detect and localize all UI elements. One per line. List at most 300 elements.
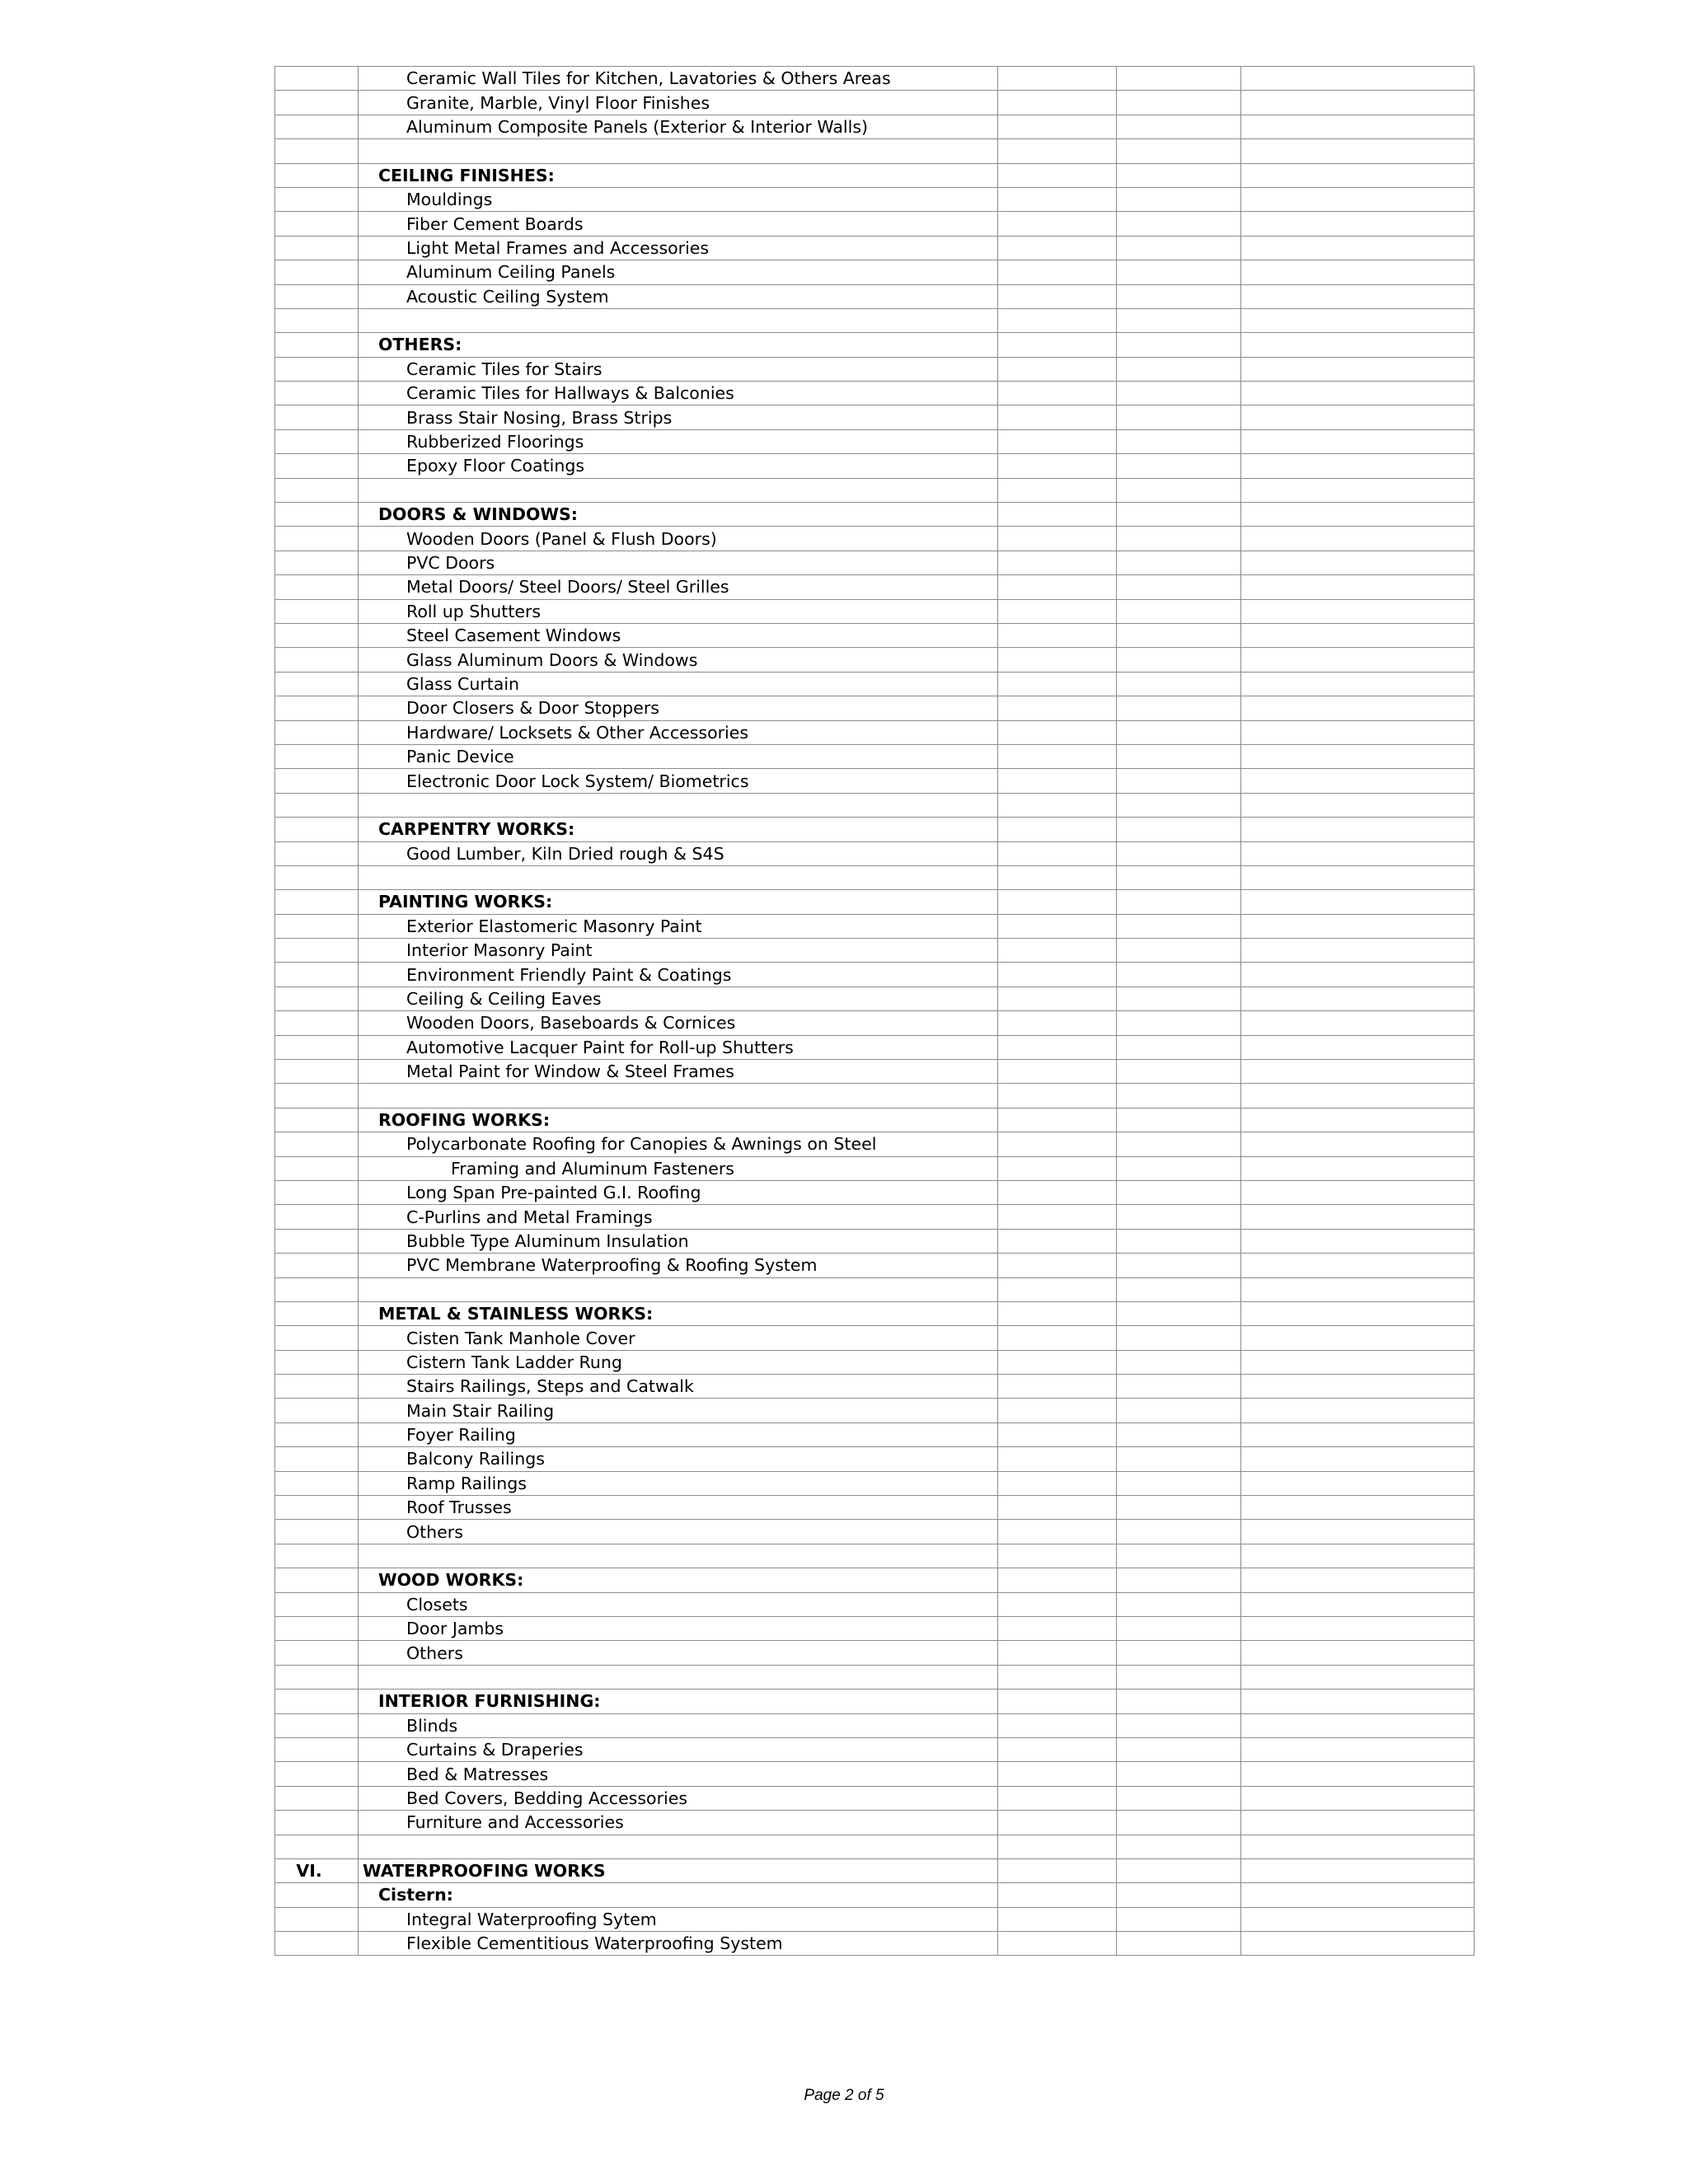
col-4-cell — [1117, 527, 1241, 551]
col-4-cell — [1117, 1205, 1241, 1229]
col-5-cell — [1241, 890, 1475, 914]
col-5-cell — [1241, 1690, 1475, 1713]
col-4-cell — [1117, 1375, 1241, 1399]
description-cell — [359, 1544, 998, 1568]
item-number-cell — [275, 551, 359, 574]
item-number-cell — [275, 429, 359, 453]
col-4-cell — [1117, 1641, 1241, 1665]
col-5-cell — [1241, 963, 1475, 987]
description-cell — [359, 865, 998, 889]
description-cell: Blinds — [359, 1713, 998, 1737]
table-row — [275, 1084, 1475, 1108]
description-cell: Polycarbonate Roofing for Canopies & Awnings on Steel — [359, 1132, 998, 1156]
col-3-cell — [998, 648, 1117, 672]
table-row — [275, 818, 1475, 841]
item-number-cell — [275, 1035, 359, 1059]
item-number-cell — [275, 1471, 359, 1495]
item-number-cell: VI. — [275, 1858, 359, 1882]
description-cell: Bed Covers, Bedding Accessories — [359, 1786, 998, 1810]
col-3-cell — [998, 1108, 1117, 1132]
description-cell: Ramp Railings — [359, 1471, 998, 1495]
description-cell: Steel Casement Windows — [359, 623, 998, 647]
description-cell: Framing and Aluminum Fasteners — [359, 1156, 998, 1180]
col-3-cell — [998, 1375, 1117, 1399]
table-row — [275, 1447, 1475, 1471]
item-number-cell — [275, 1132, 359, 1156]
col-4-cell — [1117, 1592, 1241, 1616]
col-5-cell — [1241, 260, 1475, 284]
description-cell: Metal Paint for Window & Steel Frames — [359, 1060, 998, 1084]
description-cell: Brass Stair Nosing, Brass Strips — [359, 405, 998, 429]
item-number-cell — [275, 1835, 359, 1858]
col-5-cell — [1241, 1447, 1475, 1471]
item-number-cell — [275, 1108, 359, 1132]
col-5-cell — [1241, 1568, 1475, 1592]
col-5-cell — [1241, 1713, 1475, 1737]
description-cell: Glass Curtain — [359, 672, 998, 696]
col-5-cell — [1241, 1375, 1475, 1399]
item-number-cell — [275, 1011, 359, 1035]
table-row — [275, 1690, 1475, 1713]
description-cell: Bubble Type Aluminum Insulation — [359, 1229, 998, 1253]
col-4-cell — [1117, 308, 1241, 332]
col-3-cell — [998, 1156, 1117, 1180]
table-row — [275, 1180, 1475, 1204]
description-cell: Light Metal Frames and Accessories — [359, 236, 998, 260]
col-3-cell — [998, 769, 1117, 793]
description-cell — [359, 139, 998, 163]
table-row — [275, 1011, 1475, 1035]
col-3-cell — [998, 115, 1117, 138]
col-5-cell — [1241, 1350, 1475, 1374]
col-5-cell — [1241, 575, 1475, 599]
item-number-cell — [275, 1568, 359, 1592]
col-5-cell — [1241, 1641, 1475, 1665]
col-4-cell — [1117, 1180, 1241, 1204]
col-3-cell — [998, 1544, 1117, 1568]
col-4-cell — [1117, 963, 1241, 987]
description-cell: Furniture and Accessories — [359, 1811, 998, 1835]
col-4-cell — [1117, 1035, 1241, 1059]
col-4-cell — [1117, 503, 1241, 527]
col-5-cell — [1241, 212, 1475, 236]
col-3-cell — [998, 139, 1117, 163]
col-5-cell — [1241, 987, 1475, 1010]
col-4-cell — [1117, 91, 1241, 115]
col-3-cell — [998, 308, 1117, 332]
col-4-cell — [1117, 744, 1241, 768]
item-number-cell — [275, 115, 359, 138]
col-5-cell — [1241, 939, 1475, 963]
table-row — [275, 333, 1475, 357]
table-row — [275, 987, 1475, 1010]
description-cell: Long Span Pre-painted G.I. Roofing — [359, 1180, 998, 1204]
col-3-cell — [998, 1496, 1117, 1520]
col-3-cell — [998, 1326, 1117, 1350]
col-3-cell — [998, 236, 1117, 260]
table-row — [275, 382, 1475, 405]
col-3-cell — [998, 382, 1117, 405]
table-row — [275, 599, 1475, 623]
description-cell — [359, 1084, 998, 1108]
col-5-cell — [1241, 1301, 1475, 1325]
col-5-cell — [1241, 1277, 1475, 1301]
item-number-cell — [275, 1713, 359, 1737]
table-row — [275, 308, 1475, 332]
col-4-cell — [1117, 1786, 1241, 1810]
table-row — [275, 115, 1475, 138]
description-cell: Bed & Matresses — [359, 1762, 998, 1786]
section-heading-cell: DOORS & WINDOWS: — [359, 503, 998, 527]
col-4-cell — [1117, 1520, 1241, 1544]
col-3-cell — [998, 187, 1117, 211]
description-cell — [359, 308, 998, 332]
item-number-cell — [275, 478, 359, 502]
col-4-cell — [1117, 623, 1241, 647]
col-4-cell — [1117, 67, 1241, 91]
item-number-cell — [275, 1786, 359, 1810]
description-cell: Environment Friendly Paint & Coatings — [359, 963, 998, 987]
item-number-cell — [275, 865, 359, 889]
col-4-cell — [1117, 1326, 1241, 1350]
item-number-cell — [275, 696, 359, 720]
col-5-cell — [1241, 1786, 1475, 1810]
col-5-cell — [1241, 1471, 1475, 1495]
col-3-cell — [998, 818, 1117, 841]
col-3-cell — [998, 939, 1117, 963]
item-number-cell — [275, 284, 359, 308]
col-4-cell — [1117, 1277, 1241, 1301]
col-4-cell — [1117, 720, 1241, 744]
col-3-cell — [998, 793, 1117, 817]
table-row — [275, 139, 1475, 163]
col-3-cell — [998, 890, 1117, 914]
table-row — [275, 478, 1475, 502]
section-heading-cell: PAINTING WORKS: — [359, 890, 998, 914]
col-3-cell — [998, 1811, 1117, 1835]
col-3-cell — [998, 672, 1117, 696]
item-number-cell — [275, 575, 359, 599]
col-3-cell — [998, 1907, 1117, 1931]
item-number-cell — [275, 1060, 359, 1084]
col-5-cell — [1241, 914, 1475, 938]
item-number-cell — [275, 1205, 359, 1229]
col-5-cell — [1241, 284, 1475, 308]
item-number-cell — [275, 357, 359, 381]
table-row — [275, 1835, 1475, 1858]
col-3-cell — [998, 744, 1117, 768]
table-row — [275, 1907, 1475, 1931]
description-cell: Hardware/ Locksets & Other Accessories — [359, 720, 998, 744]
description-cell: Exterior Elastomeric Masonry Paint — [359, 914, 998, 938]
col-3-cell — [998, 1520, 1117, 1544]
item-number-cell — [275, 1447, 359, 1471]
item-number-cell — [275, 187, 359, 211]
col-4-cell — [1117, 260, 1241, 284]
col-5-cell — [1241, 1326, 1475, 1350]
col-3-cell — [998, 1399, 1117, 1422]
col-5-cell — [1241, 696, 1475, 720]
item-number-cell — [275, 1326, 359, 1350]
description-cell: Granite, Marble, Vinyl Floor Finishes — [359, 91, 998, 115]
col-3-cell — [998, 914, 1117, 938]
col-3-cell — [998, 1592, 1117, 1616]
item-number-cell — [275, 236, 359, 260]
col-4-cell — [1117, 1108, 1241, 1132]
col-5-cell — [1241, 623, 1475, 647]
col-4-cell — [1117, 163, 1241, 187]
col-5-cell — [1241, 1035, 1475, 1059]
section-heading-cell: METAL & STAINLESS WORKS: — [359, 1301, 998, 1325]
item-number-cell — [275, 260, 359, 284]
item-number-cell — [275, 503, 359, 527]
item-number-cell — [275, 1762, 359, 1786]
col-4-cell — [1117, 284, 1241, 308]
item-number-cell — [275, 987, 359, 1010]
table-row — [275, 1375, 1475, 1399]
table-row — [275, 1035, 1475, 1059]
col-5-cell — [1241, 1180, 1475, 1204]
description-cell — [359, 1277, 998, 1301]
table-row — [275, 744, 1475, 768]
col-3-cell — [998, 1665, 1117, 1689]
col-4-cell — [1117, 1254, 1241, 1277]
col-5-cell — [1241, 1229, 1475, 1253]
item-number-cell — [275, 744, 359, 768]
col-5-cell — [1241, 865, 1475, 889]
col-3-cell — [998, 599, 1117, 623]
col-4-cell — [1117, 890, 1241, 914]
item-number-cell — [275, 1084, 359, 1108]
item-number-cell — [275, 1399, 359, 1422]
col-3-cell — [998, 841, 1117, 865]
item-number-cell — [275, 333, 359, 357]
item-number-cell — [275, 1156, 359, 1180]
description-cell: Closets — [359, 1592, 998, 1616]
table-row — [275, 1132, 1475, 1156]
description-cell: Others — [359, 1520, 998, 1544]
section-heading-cell: WATERPROOFING WORKS — [359, 1858, 998, 1882]
section-heading-cell: Cistern: — [359, 1883, 998, 1907]
col-3-cell — [998, 454, 1117, 478]
col-3-cell — [998, 1762, 1117, 1786]
item-number-cell — [275, 769, 359, 793]
description-cell: Roof Trusses — [359, 1496, 998, 1520]
table-row — [275, 623, 1475, 647]
col-4-cell — [1117, 914, 1241, 938]
description-cell: Automotive Lacquer Paint for Roll-up Shutters — [359, 1035, 998, 1059]
table-row — [275, 1617, 1475, 1641]
table-row — [275, 1592, 1475, 1616]
col-5-cell — [1241, 139, 1475, 163]
col-3-cell — [998, 1568, 1117, 1592]
col-3-cell — [998, 357, 1117, 381]
description-cell: Curtains & Draperies — [359, 1737, 998, 1761]
item-number-cell — [275, 91, 359, 115]
col-3-cell — [998, 1035, 1117, 1059]
col-5-cell — [1241, 308, 1475, 332]
item-number-cell — [275, 1907, 359, 1931]
table-row — [275, 1641, 1475, 1665]
col-3-cell — [998, 1350, 1117, 1374]
col-3-cell — [998, 333, 1117, 357]
description-cell: Foyer Railing — [359, 1422, 998, 1446]
section-heading-cell: ROOFING WORKS: — [359, 1108, 998, 1132]
item-number-cell — [275, 1350, 359, 1374]
col-3-cell — [998, 551, 1117, 574]
col-4-cell — [1117, 672, 1241, 696]
col-5-cell — [1241, 1205, 1475, 1229]
table-row — [275, 1399, 1475, 1422]
item-number-cell — [275, 914, 359, 938]
col-5-cell — [1241, 454, 1475, 478]
page-number: Page 2 of 5 — [804, 2087, 884, 2104]
col-5-cell — [1241, 1762, 1475, 1786]
col-4-cell — [1117, 1060, 1241, 1084]
col-5-cell — [1241, 91, 1475, 115]
col-5-cell — [1241, 187, 1475, 211]
table-row — [275, 1060, 1475, 1084]
col-3-cell — [998, 696, 1117, 720]
description-cell: Aluminum Composite Panels (Exterior & Interior Walls) — [359, 115, 998, 138]
table-row — [275, 963, 1475, 987]
description-cell: Integral Waterproofing Sytem — [359, 1907, 998, 1931]
col-5-cell — [1241, 672, 1475, 696]
item-number-cell — [275, 1690, 359, 1713]
col-5-cell — [1241, 793, 1475, 817]
item-number-cell — [275, 720, 359, 744]
description-cell: Ceiling & Ceiling Eaves — [359, 987, 998, 1010]
description-cell: Ceramic Wall Tiles for Kitchen, Lavatories & Others Areas — [359, 67, 998, 91]
col-5-cell — [1241, 1665, 1475, 1689]
col-5-cell — [1241, 1108, 1475, 1132]
col-3-cell — [998, 1447, 1117, 1471]
table-row — [275, 1326, 1475, 1350]
col-3-cell — [998, 91, 1117, 115]
col-3-cell — [998, 1229, 1117, 1253]
col-4-cell — [1117, 139, 1241, 163]
table-body — [275, 67, 1475, 1956]
col-5-cell — [1241, 648, 1475, 672]
col-5-cell — [1241, 1011, 1475, 1035]
col-4-cell — [1117, 551, 1241, 574]
col-5-cell — [1241, 1883, 1475, 1907]
description-cell — [359, 1835, 998, 1858]
table-row — [275, 1713, 1475, 1737]
table-row — [275, 551, 1475, 574]
description-cell: Epoxy Floor Coatings — [359, 454, 998, 478]
item-number-cell — [275, 527, 359, 551]
col-5-cell — [1241, 1422, 1475, 1446]
section-heading-cell: INTERIOR FURNISHING: — [359, 1690, 998, 1713]
col-5-cell — [1241, 1811, 1475, 1835]
item-number-cell — [275, 1665, 359, 1689]
col-3-cell — [998, 1180, 1117, 1204]
col-3-cell — [998, 1835, 1117, 1858]
col-4-cell — [1117, 382, 1241, 405]
col-4-cell — [1117, 1907, 1241, 1931]
col-3-cell — [998, 963, 1117, 987]
col-3-cell — [998, 1301, 1117, 1325]
item-number-cell — [275, 599, 359, 623]
description-cell: Glass Aluminum Doors & Windows — [359, 648, 998, 672]
section-heading-cell: WOOD WORKS: — [359, 1568, 998, 1592]
description-cell: Wooden Doors, Baseboards & Cornices — [359, 1011, 998, 1035]
col-3-cell — [998, 1858, 1117, 1882]
col-4-cell — [1117, 841, 1241, 865]
col-4-cell — [1117, 1713, 1241, 1737]
description-cell: Door Closers & Door Stoppers — [359, 696, 998, 720]
col-5-cell — [1241, 818, 1475, 841]
item-number-cell — [275, 308, 359, 332]
item-number-cell — [275, 454, 359, 478]
table-row — [275, 1108, 1475, 1132]
table-row — [275, 672, 1475, 696]
table-row — [275, 67, 1475, 91]
item-number-cell — [275, 1811, 359, 1835]
item-number-cell — [275, 1496, 359, 1520]
col-4-cell — [1117, 115, 1241, 138]
col-4-cell — [1117, 1665, 1241, 1689]
item-number-cell — [275, 1254, 359, 1277]
table-row — [275, 1350, 1475, 1374]
col-5-cell — [1241, 1932, 1475, 1956]
description-cell: Others — [359, 1641, 998, 1665]
table-row — [275, 865, 1475, 889]
col-4-cell — [1117, 429, 1241, 453]
col-5-cell — [1241, 115, 1475, 138]
description-cell: Flexible Cementitious Waterproofing System — [359, 1932, 998, 1956]
table-row — [275, 1858, 1475, 1882]
col-4-cell — [1117, 405, 1241, 429]
col-5-cell — [1241, 1060, 1475, 1084]
col-5-cell — [1241, 236, 1475, 260]
col-4-cell — [1117, 1762, 1241, 1786]
col-4-cell — [1117, 1471, 1241, 1495]
col-3-cell — [998, 1713, 1117, 1737]
table-row — [275, 1786, 1475, 1810]
col-4-cell — [1117, 769, 1241, 793]
col-4-cell — [1117, 865, 1241, 889]
col-5-cell — [1241, 841, 1475, 865]
description-cell: Wooden Doors (Panel & Flush Doors) — [359, 527, 998, 551]
item-number-cell — [275, 139, 359, 163]
col-3-cell — [998, 1786, 1117, 1810]
item-number-cell — [275, 1737, 359, 1761]
col-3-cell — [998, 503, 1117, 527]
col-3-cell — [998, 405, 1117, 429]
item-number-cell — [275, 890, 359, 914]
item-number-cell — [275, 1641, 359, 1665]
description-cell: Mouldings — [359, 187, 998, 211]
col-5-cell — [1241, 1858, 1475, 1882]
col-3-cell — [998, 1254, 1117, 1277]
table-row — [275, 1277, 1475, 1301]
col-4-cell — [1117, 939, 1241, 963]
col-4-cell — [1117, 987, 1241, 1010]
table-row — [275, 1205, 1475, 1229]
col-5-cell — [1241, 1156, 1475, 1180]
description-cell: Good Lumber, Kiln Dried rough & S4S — [359, 841, 998, 865]
col-4-cell — [1117, 333, 1241, 357]
item-number-cell — [275, 1277, 359, 1301]
col-5-cell — [1241, 357, 1475, 381]
table-row — [275, 914, 1475, 938]
item-number-cell — [275, 963, 359, 987]
section-heading-cell: CARPENTRY WORKS: — [359, 818, 998, 841]
col-3-cell — [998, 478, 1117, 502]
col-4-cell — [1117, 1350, 1241, 1374]
